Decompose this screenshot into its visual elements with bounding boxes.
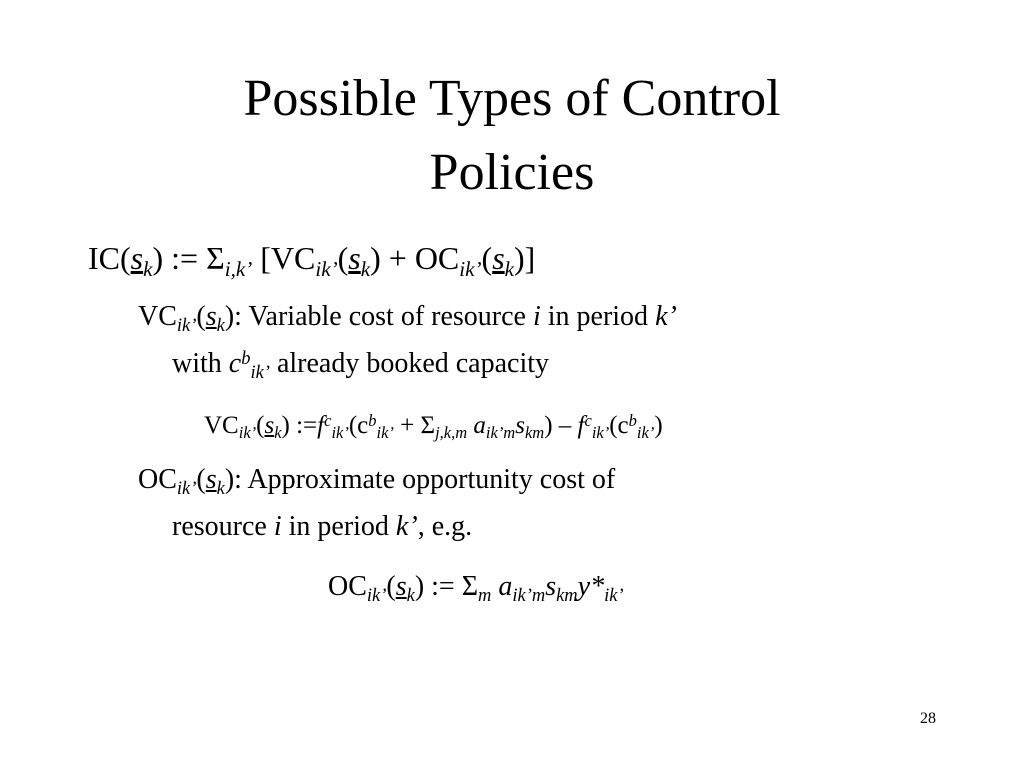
oc-formula: $OC_{ik’}(s_k)$ := $\Sigma_m$ $a_{ik’m}s_{km}y*_{ik’}$ <box>328 571 624 605</box>
page-number: 28 <box>920 710 936 727</box>
slide-title-line-2: Policies <box>429 144 595 201</box>
vc-formula: $VC_{ik’}(s_k)$ $:=f^c_{ik’}(c^b_{ik’} + \Sigma_{j,k,m}$ $a_{ik’m}s_{km}) - f^c_{ik’}(c^b_{ik’})$ <box>204 410 663 443</box>
vc-description-line-1: $VC_{ik’}(s_k)$: Variable cost of resource i in period k’ <box>138 301 677 335</box>
oc-description-line-1: $OC_{ik’}(s_k)$: Approximate opportunity cost of <box>138 464 616 498</box>
slide-title-line-1: Possible Types of Control <box>243 70 781 127</box>
vc-description-line-2: with $c^b_{ik’}$ already booked capacity <box>172 347 550 382</box>
oc-description-line-2: resource i in period k’, e.g. <box>172 511 473 542</box>
ic-definition: $IC(s_k)$ := $\Sigma_{i,k’}$ $[VC_{ik’}(s_k) + OC_{ik’}(s_k)]$ <box>88 240 536 281</box>
